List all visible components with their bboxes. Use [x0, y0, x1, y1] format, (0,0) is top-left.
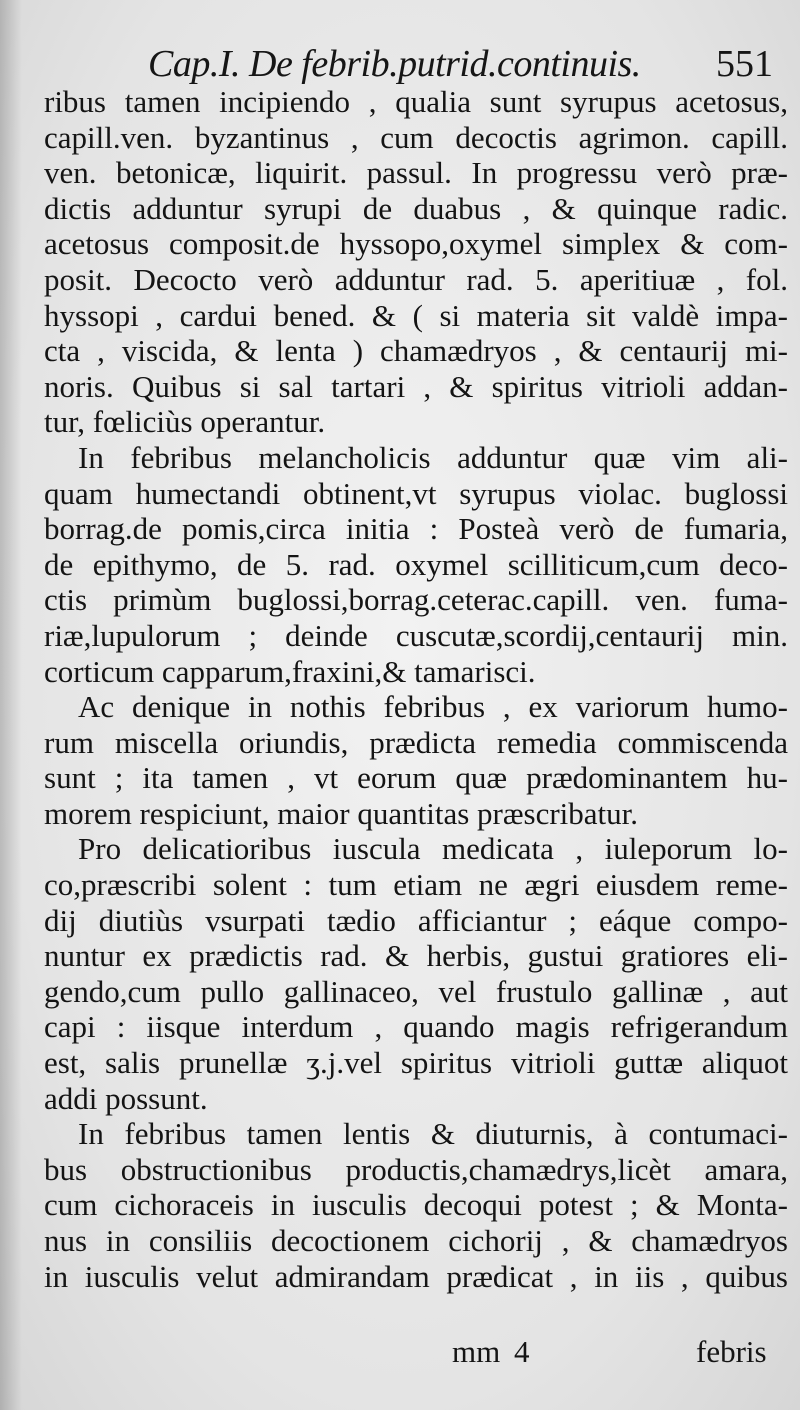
- text-line: sunt ; ita tamen , vt eorum quæ prædominantem hu-: [44, 760, 788, 796]
- text-line: In febribus melancholicis adduntur quæ vim ali-: [78, 439, 788, 475]
- text-line: Pro delicatioribus iuscula medicata , iuleporum lo-: [78, 831, 788, 867]
- text-line: corticum capparum,fraxini,& tamarisci.: [44, 653, 536, 689]
- text-line: nuntur ex prædictis rad. & herbis, gustui gratiores eli-: [44, 938, 788, 974]
- page-header: [0, 40, 800, 90]
- text-line: dictis adduntur syrupi de duabus , & quinque radic.: [44, 190, 788, 226]
- text-line: noris. Quibus si sal tartari , & spiritus vitrioli addan-: [44, 368, 788, 404]
- text-line: de epithymo, de 5. rad. oxymel scilliticum,cum deco-: [44, 546, 788, 582]
- text-line: co,præscribi solent : tum etiam ne ægri eiusdem reme-: [44, 867, 788, 903]
- text-line: cta , viscida, & lenta ) chamædryos , & centaurij mi-: [44, 333, 788, 369]
- text-line: tur, fœliciùs operantur.: [44, 404, 326, 440]
- text-line: posit. Decocto verò adduntur rad. 5. aperitiuæ , fol.: [44, 261, 788, 297]
- text-line: nus in consiliis decoctionem cichorij , & chamædryos: [44, 1223, 788, 1258]
- text-line: capill.ven. byzantinus , cum decoctis agrimon. capill.: [44, 119, 788, 155]
- text-line: quam humectandi obtinent,vt syrupus violac. buglossi: [44, 475, 788, 511]
- signature-mark: mm 4: [452, 1334, 530, 1369]
- text-line: capi : iisque interdum , quando magis refrigerandum: [44, 1009, 788, 1045]
- text-line: est, salis prunellæ ʒ.j.vel spiritus vitrioli guttæ aliquot: [44, 1045, 788, 1081]
- gutter-shadow: [0, 0, 22, 1410]
- text-line: ribus tamen incipiendo , qualia sunt syrupus acetosus,: [44, 84, 788, 119]
- text-line: riæ,lupulorum ; deinde cuscutæ,scordij,centaurij min.: [44, 617, 788, 653]
- text-line: In febribus tamen lentis & diuturnis, à contumaci-: [78, 1116, 788, 1152]
- text-line: hyssopi , cardui bened. & ( si materia sit valdè impa-: [44, 297, 788, 333]
- text-line: in iusculis velut admirandam prædicat , in iis , quibus: [44, 1258, 788, 1294]
- text-line: rum miscella oriundis, prædicta remedia commiscenda: [44, 724, 788, 760]
- text-line: addi possunt.: [44, 1080, 208, 1116]
- text-line: morem respiciunt, maior quantitas præscribatur.: [44, 795, 639, 831]
- text-line: dij diutiùs vsurpati tædio afficiantur ; eáque compo-: [44, 902, 788, 938]
- page-number: 551: [716, 43, 773, 85]
- text-line: ven. betonicæ, liquirit. passul. In progressu verò præ-: [44, 155, 788, 191]
- catchword: febris: [696, 1334, 767, 1369]
- body-text: [44, 84, 788, 1294]
- text-line: bus obstructionibus productis,chamædrys,licèt amara,: [44, 1151, 788, 1187]
- text-line: Ac denique in nothis febribus , ex variorum humo-: [78, 689, 788, 725]
- text-line: cum cichoraceis in iusculis decoqui potest ; & Monta-: [44, 1187, 788, 1223]
- running-head: Cap.I. De febrib.putrid.continuis.: [148, 43, 641, 85]
- text-line: borrag.de pomis,circa initia : Posteà verò de fumaria,: [44, 511, 788, 547]
- text-line: gendo,cum pullo gallinaceo, vel frustulo gallinæ , aut: [44, 973, 788, 1009]
- text-line: ctis primùm buglossi,borrag.ceterac.capill. ven. fuma-: [44, 582, 788, 618]
- text-line: acetosus composit.de hyssopo,oxymel simplex & com-: [44, 226, 788, 262]
